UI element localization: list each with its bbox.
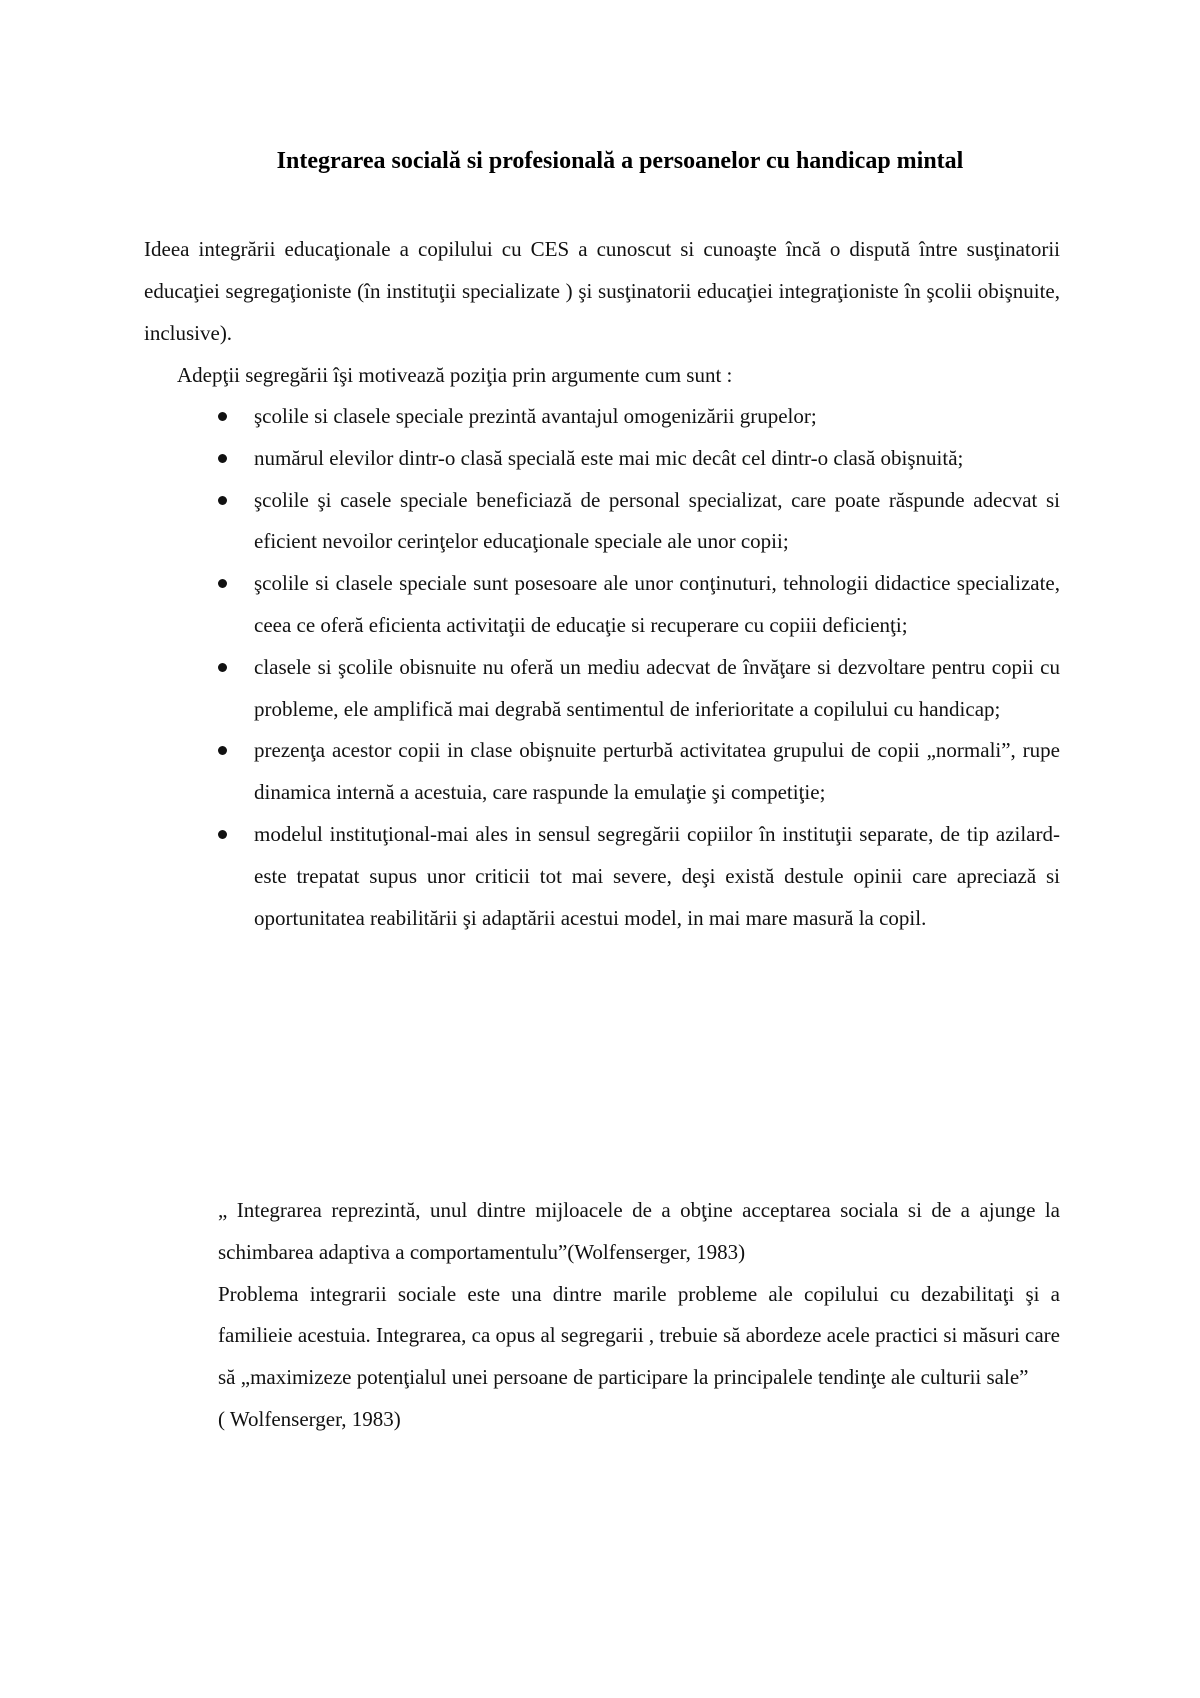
- problem-paragraph: Problema integrarii sociale este una dintre marile probleme ale copilului cu dezabilitaţi şi a familieie acestuia. Integrarea, ca opus al segregarii , trebuie să abordeze acele practici si măsuri care să „maximizeze potenţialul unei persoane de participare la principalele tendinţe ale culturii sale”: [218, 1281, 1060, 1390]
- bullet-icon: [218, 746, 227, 755]
- bullet-icon: [218, 412, 227, 421]
- list-item-text: şcolile si clasele speciale prezintă avantajul omogenizării grupelor;: [254, 404, 817, 428]
- arguments-list: [254, 396, 1060, 939]
- bullet-icon: [218, 496, 227, 505]
- quote-section: [218, 1190, 1060, 1441]
- list-item: [254, 438, 1060, 480]
- list-item: [254, 563, 1060, 647]
- list-item-text: modelul instituţional-mai ales in sensul segregării copiilor în instituţii separate, de tip azilard- este trepatat supus unor criticii tot mai severe, deşi există destule opinii care apreciază si oportunitatea reabilitării şi adaptării acestui model, in mai mare masură la copil.: [254, 821, 1060, 930]
- list-item-text: şcolile şi casele speciale beneficiază de personal specializat, care poate răspunde adecvat si eficient nevoilor cerinţelor educaţionale speciale ale unor copii;: [254, 487, 1060, 554]
- list-item: [254, 480, 1060, 564]
- list-item-text: numărul elevilor dintr-o clasă specială este mai mic decât cel dintr-o clasă obişnuită;: [254, 445, 964, 470]
- list-item: [254, 730, 1060, 814]
- bullet-icon: [218, 663, 227, 672]
- list-item-text: prezenţa acestor copii in clase obişnuite perturbă activitatea grupului de copii „normali”, rupe dinamica internă a acestuia, care raspunde la emulaţie şi competiţie;: [254, 738, 1060, 805]
- list-item: [254, 396, 1060, 438]
- bullet-icon: [218, 830, 227, 839]
- document-title: Integrarea socială si profesională a persoanelor cu handicap mintal: [276, 148, 964, 174]
- bullet-icon: [218, 454, 227, 463]
- integration-quote: „ Integrarea reprezintă, unul dintre mijloacele de a obţine acceptarea sociala si de a ajunge la schimbarea adaptiva a comportamentulu”(Wolfenserger, 1983): [218, 1198, 1060, 1264]
- list-item: [254, 814, 1060, 939]
- citation: ( Wolfenserger, 1983): [218, 1406, 401, 1431]
- segregation-intro: Adepţii segregării îşi motivează poziţia prin argumente cum sunt :: [177, 363, 733, 387]
- list-item: [254, 647, 1060, 731]
- list-item-text: şcolile si clasele speciale sunt posesoare ale unor conţinuturi, tehnologii didactice specializate, ceea ce oferă eficienta activitaţii de educaţie si recuperare cu copiii deficienţi;: [254, 571, 1060, 637]
- bullet-icon: [218, 579, 227, 588]
- intro-paragraph: Ideea integrării educaţionale a copilului cu CES a cunoscut si cunoaşte încă o dispută între susţinatorii educaţiei segregaţioniste (în instituţii specializate ) şi susţinatorii educaţiei integraţioniste în şcolii obişnuite, inclusive).: [144, 237, 1060, 345]
- list-item-text: clasele si şcolile obisnuite nu oferă un mediu adecvat de învăţare si dezvoltare pentru copii cu probleme, ele amplifică mai degrabă sentimentul de inferioritate a copilului cu handicap;: [254, 654, 1060, 721]
